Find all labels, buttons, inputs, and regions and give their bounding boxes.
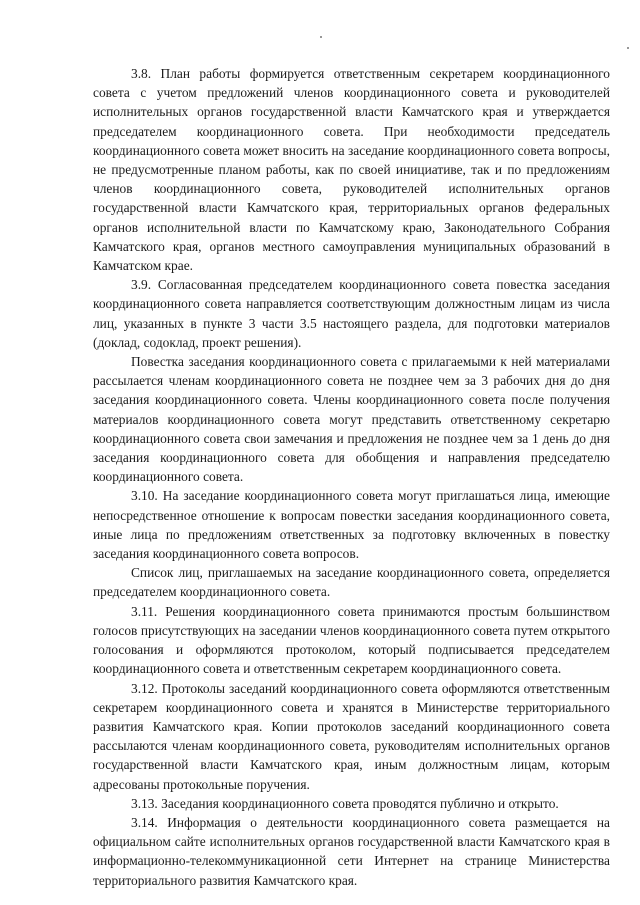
paragraph-3-9-agenda: Повестка заседания координационного совета с прилагаемыми к ней материалами рассылается членам координационного совета не позднее чем за 3 рабочих дня до дня заседания координационного совета. Члены координационного совета после получения материалов координационного совета могут представить ответственному секретарю координационного совета свои замечания и предложения не позднее чем за 1 день до дня заседания координационного совета для обобщения и направления председателю координационного совета. bbox=[93, 354, 610, 485]
paragraph-3-9: 3.9. Согласованная председателем координационного совета повестка заседания координационного совета направляется соответствующим должностным лицам из числа лиц, указанных в пункте 3 части 3.5 настоящего раздела, для подготовки материалов (доклад, содоклад, проект решения). bbox=[93, 277, 610, 350]
paragraph-3-13: 3.13. Заседания координационного совета проводятся публично и открыто. bbox=[131, 795, 559, 811]
paragraph-3-12: 3.12. Протоколы заседаний координационного совета оформляются ответственным секретарем координационного совета и хранятся в Министерстве территориального развития Камчатского края. Копии протоколов заседаний координационного совета рассылаются членам координационного совета, руководителям исполнительных органов государственной власти Камчатского края, иным должностным лицам, которым адресованы протокольные поручения. bbox=[93, 680, 610, 792]
paragraph-3-11: 3.11. Решения координационного совета принимаются простым большинством голосов присутствующих на заседании членов координационного совета путем открытого голосования и оформляются протоколом, который подписывается председателем координационного совета и ответственным секретарем координационного совета. bbox=[93, 603, 610, 677]
scan-speck bbox=[320, 36, 322, 38]
document-body bbox=[93, 64, 610, 890]
paragraph-3-14: 3.14. Информация о деятельности координационного совета размещается на официальном сайте исполнительных органов государственной власти Камчатского края в информационно-телекоммуникационной сети Интернет на странице Министерства территориального развития Камчатского края. bbox=[93, 814, 610, 888]
paragraph-3-10-invitees: Список лиц, приглашаемых на заседание координационного совета, определяется председателем координационного совета. bbox=[93, 565, 610, 600]
scan-speck bbox=[627, 47, 629, 49]
paragraph-3-10: 3.10. На заседание координационного совета могут приглашаться лица, имеющие непосредственное отношение к вопросам повестки заседания координационного совета, иные лица по предложениям ответственных за подготовку включенных в повестку заседания координационного совета вопросов. bbox=[93, 488, 610, 562]
paragraph-3-8: 3.8. План работы формируется ответственным секретарем координационного совета с учетом предложений членов координационного совета и руководителей исполнительных органов государственной власти Камчатского края и утверждается председателем координационного совета. При необходимости председатель координационного совета может вносить на заседание координационного совета вопросы, не предусмотренные планом работы, как по своей инициативе, так и по предложениям членов координационного совета, руководителей исполнительных органов государственной власти Камчатского края, территориальных органов федеральных органов исполнительной власти по Камчатскому краю, Законодательного Собрания Камчатского края, органов местного самоуправления муниципальных образований в Камчатском крае. bbox=[93, 66, 610, 274]
